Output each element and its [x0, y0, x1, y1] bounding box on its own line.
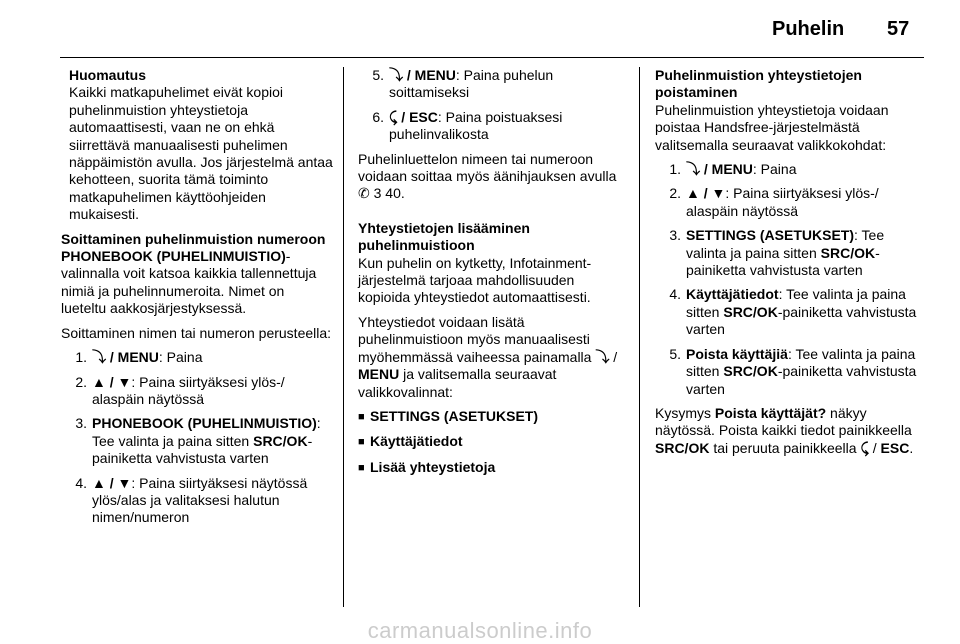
step-text — [686, 286, 927, 338]
section-heading: Yhteystietojen lisääminen puhelinmuistioon — [358, 219, 530, 254]
column-3 — [655, 67, 927, 464]
intro-bold: PHONEBOOK (PUHELINMUISTIO) — [61, 248, 286, 265]
phone-icon: ⤵ — [595, 348, 610, 365]
step-bold: / MENU — [406, 67, 456, 83]
list-item — [61, 374, 333, 409]
list-item — [358, 408, 624, 426]
step-bold-2: SRC/OK — [723, 363, 778, 380]
step-number: 6. — [372, 108, 384, 125]
step-rest: : Tee valinta ja paina sitten — [92, 415, 321, 449]
final-paragraph — [655, 405, 927, 457]
step-bold: / ESC — [401, 108, 438, 125]
step-rest: : Paina poistuaksesi puhelinvalikosta — [389, 108, 563, 143]
page-number: 57 — [887, 18, 910, 40]
bullet-list — [358, 408, 624, 477]
step-text — [92, 374, 333, 409]
step-bold: PHONEBOOK (PUHELINMUISTIO) — [92, 415, 317, 432]
step-text — [389, 67, 624, 102]
step-bold: ▲ / ▼ — [686, 185, 726, 202]
header-rule — [60, 57, 924, 58]
final-text-2: näkyy näytössä. Poista kaikki tiedot painikkeella — [655, 404, 912, 439]
step-text — [686, 227, 927, 279]
step-bold: Käyttäjätiedot — [686, 286, 779, 303]
step-rest: : Tee valinta ja paina sitten — [686, 227, 885, 261]
column-2 — [358, 67, 624, 484]
section-heading: Soittaminen puhelinmuistion numeroon — [61, 230, 326, 247]
step-rest-2: -painiketta vahvistusta varten — [686, 244, 880, 279]
step-rest: : Paina — [752, 161, 797, 178]
step-number: 1. — [669, 161, 681, 178]
paragraph: Kun puhelin on kytketty, Infotainment-järjestelmä tarjoaa mahdollisuuden kopioida yhteystiedot automaattisesti. — [358, 254, 592, 306]
step-bold-2: SRC/OK — [820, 244, 876, 261]
paragraph — [358, 314, 624, 401]
intro-rest: -valinnalla voit katsoa kaikkia tallennettuja nimiä ja puhelinnumeroita. Nimet on lueteltu aakkosjärjestyksessä. — [61, 248, 317, 317]
step-number: 3. — [669, 227, 681, 244]
step-rest-2: -painiketta vahvistusta varten — [686, 363, 917, 397]
voice-text: Puhelinluettelon nimeen tai numeroon voidaan soittaa myös äänihjauksen avulla — [358, 150, 617, 185]
para-text-2: ja valitsemalla seuraavat valikkovalinnat: — [358, 366, 557, 400]
step-rest: : Paina siirtyäksesi ylös-/ alaspäin näytössä — [92, 373, 285, 407]
step-number: 4. — [669, 286, 681, 303]
column-divider-1 — [343, 67, 344, 607]
back-icon: ⤹ — [860, 439, 869, 456]
steps-list — [655, 161, 927, 398]
final-bold-2: SRC/OK — [655, 439, 710, 456]
step-text — [92, 349, 333, 366]
voice-paragraph — [358, 151, 624, 203]
step-bold: / MENU — [109, 349, 159, 366]
final-bold: Poista käyttäjät? — [714, 404, 827, 421]
final-period: . — [909, 439, 914, 456]
list-item — [655, 227, 927, 279]
step-number: 2. — [669, 185, 681, 202]
bullet-text: Käyttäjätiedot — [370, 433, 463, 450]
phone-icon: ⤵ — [92, 349, 106, 366]
list-item — [358, 433, 624, 451]
step-text — [686, 346, 927, 398]
step-text — [686, 161, 927, 178]
final-bold-3: ESC — [880, 439, 910, 456]
step-rest: : Paina siirtyäksesi näytössä ylös/alas ja valitaksesi halutun nimen/numeron — [92, 474, 308, 526]
step-bold: ▲ / ▼ — [92, 474, 132, 491]
list-item — [358, 459, 624, 477]
step-number: 4. — [75, 474, 87, 491]
step-text — [389, 109, 624, 144]
step-number: 5. — [372, 67, 384, 83]
page-header-title: Puhelin — [772, 18, 845, 40]
list-item — [61, 415, 333, 467]
paragraph: Puhelinmuistion yhteystietoja voidaan poistaa Handsfree-järjestelmästä valitsemalla seuraavat valikkokohdat: — [655, 101, 889, 153]
list-item — [61, 475, 333, 527]
step-bold: ▲ / ▼ — [92, 373, 132, 390]
step-number: 3. — [75, 415, 87, 432]
bullet-icon: ■ — [358, 436, 365, 449]
final-text: Kysymys — [655, 404, 711, 421]
list-item — [358, 67, 624, 102]
step-rest: : Paina puhelun soittamiseksi — [389, 67, 554, 101]
bullet-icon: ■ — [358, 410, 365, 423]
para-slash: / — [613, 348, 618, 365]
section-heading: Puhelinmuistion yhteystietojen poistaminen — [655, 67, 862, 101]
steps-list — [61, 349, 333, 527]
page-reference[interactable]: 3 40. — [373, 185, 405, 202]
note-box — [69, 67, 333, 224]
paragraph: Soittaminen nimen tai numeron perusteella: — [61, 324, 332, 341]
step-rest-2: -painiketta vahvistusta varten — [686, 303, 917, 338]
phone-icon: ⤵ — [686, 161, 700, 178]
note-text: Kaikki matkapuhelimet eivät kopioi puhelinmuistion yhteystietoja automaattisesti, vaan ne on ehkä siirrettävä manuaalisesti puhelimen näppäimistön avulla. Jos järjestelmä antaa kehotteen, suorita tämä toiminto matkapuhelimen käyttöohjeiden mukaisesti. — [69, 84, 333, 223]
note-title: Huomautus — [69, 67, 146, 83]
step-bold: SETTINGS (ASETUKSET) — [686, 227, 855, 244]
list-item — [61, 349, 333, 366]
list-item — [655, 185, 927, 220]
step-text — [92, 415, 333, 467]
step-rest-2: -painiketta vahvistusta varten — [92, 432, 313, 467]
list-item — [358, 109, 624, 144]
column-divider-2 — [639, 67, 640, 607]
step-number: 2. — [75, 373, 87, 390]
step-bold-2: SRC/OK — [253, 432, 308, 449]
step-text — [686, 185, 927, 220]
list-item — [655, 286, 927, 338]
step-number: 1. — [75, 349, 87, 366]
bullet-icon: ■ — [358, 461, 365, 474]
list-item — [655, 346, 927, 398]
final-text-3: tai peruuta painikkeella — [713, 439, 857, 456]
watermark: carmanualsonline.info — [367, 618, 593, 643]
para-text: Yhteystiedot voidaan lisätä puhelinmuistioon myös manuaalisesti myöhemmässä vaiheessa painamalla — [358, 313, 592, 365]
step-rest: : Tee valinta ja paina sitten — [686, 345, 916, 380]
step-text — [92, 475, 333, 527]
spacer — [358, 210, 624, 220]
intro-paragraph — [61, 248, 333, 318]
bullet-text: SETTINGS (ASETUKSET) — [370, 407, 539, 424]
step-bold-2: SRC/OK — [723, 303, 778, 320]
phone-icon: ⤵ — [389, 67, 403, 83]
voice-control-icon: ✆ — [358, 185, 370, 202]
step-rest: : Tee valinta ja paina sitten — [686, 286, 906, 320]
step-rest: : Paina — [158, 349, 203, 366]
step-number: 5. — [669, 345, 681, 362]
para-bold: MENU — [358, 366, 400, 383]
step-rest: : Paina siirtyäksesi ylös-/ alaspäin näytössä — [686, 185, 879, 219]
back-icon: ⤹ — [389, 108, 398, 125]
list-item — [655, 161, 927, 178]
final-slash: / — [872, 439, 877, 456]
steps-list — [358, 67, 624, 144]
bullet-text: Lisää yhteystietoja — [370, 458, 496, 475]
step-bold: / MENU — [703, 161, 753, 178]
column-1 — [61, 67, 333, 534]
step-bold: Poista käyttäjiä — [686, 345, 788, 362]
